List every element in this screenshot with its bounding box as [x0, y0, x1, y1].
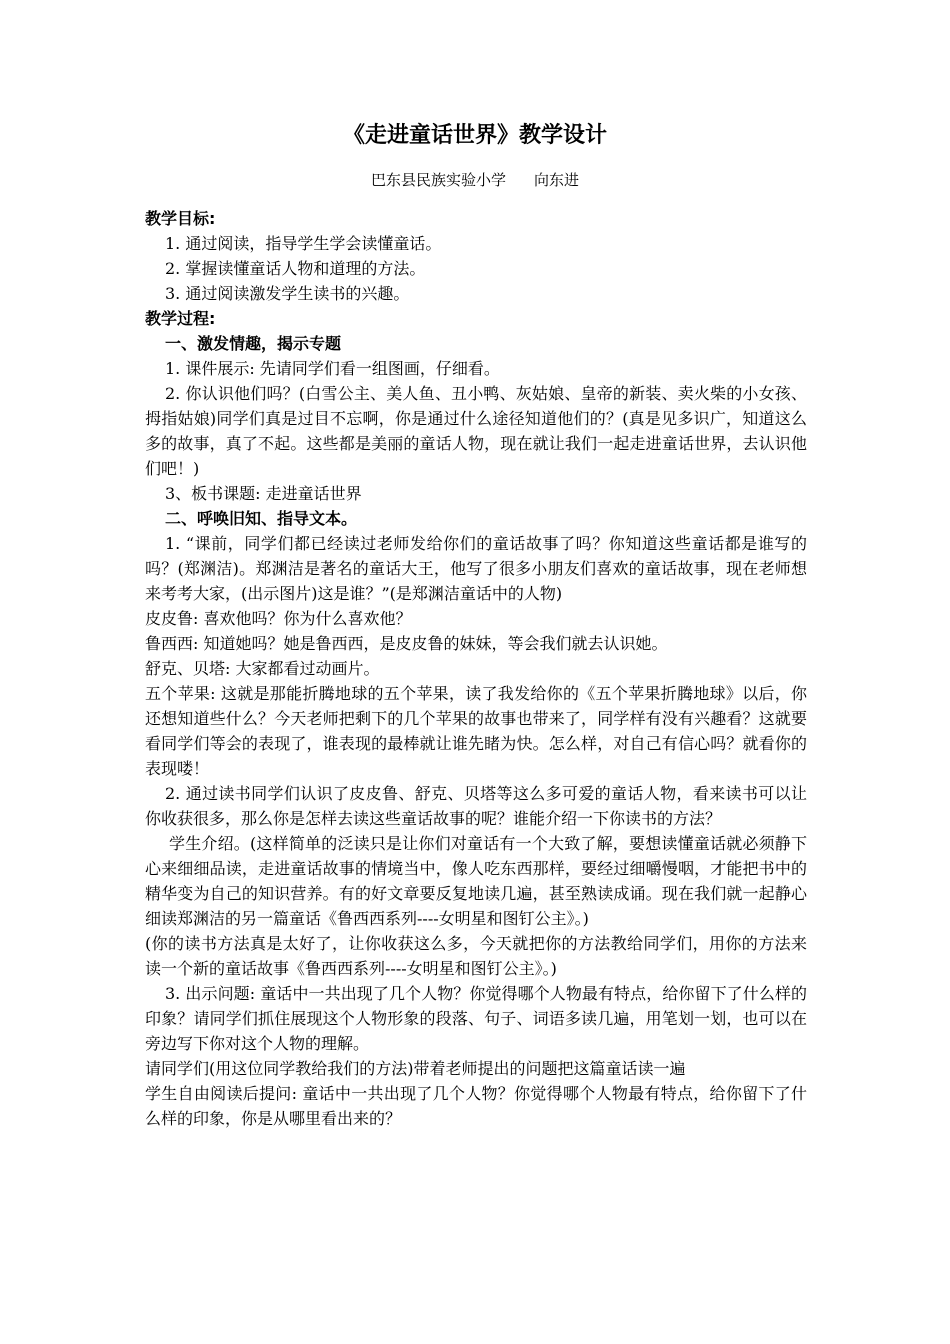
section-heading-process: 教学过程: [145, 309, 216, 328]
paragraph: (你的读书方法真是太好了，让你收获这么多，今天就把你的方法教给同学们，用你的方法来读一个新的童话故事《鲁西西系列----女明星和图钉公主》。) [145, 934, 807, 978]
author-line [0, 168, 950, 192]
section-heading-goals: 教学目标: [145, 209, 216, 228]
paragraph: 皮皮鲁: 喜欢他吗？你为什么喜欢他？ [145, 609, 412, 628]
document-title: 《走进童话世界》教学设计 [342, 123, 607, 148]
paragraph: 学生自由阅读后提问: 童话中一共出现了几个人物？你觉得哪个人物最有特点，给你留下了什么样的印象，你是从哪里看出来的？ [145, 1084, 807, 1128]
goal-item: 2. 掌握读懂童话人物和道理的方法。 [165, 259, 426, 278]
author-name: 向东进 [534, 171, 580, 189]
paragraph: 3. 出示问题: 童话中一共出现了几个人物？你觉得哪个人物最有特点，给你留下了什么样的印象？请同学们抓住展现这个人物形象的段落、句子、词语多读几遍，用笔划一划，也可以在旁边写下你对这个人物的理解。 [145, 984, 807, 1053]
subsection-heading: 二、呼唤旧知、指导文本。 [165, 509, 358, 528]
author-school: 巴东县民族实验小学 [370, 171, 506, 189]
paragraph: 学生介绍。(这样简单的泛读只是让你们对童话有一个大致了解，要想读懂童话就必须静下心来细细品读，走进童话故事的情境当中，像人吃东西那样，要经过细嚼慢咽，才能把书中的精华变为自己的知识营养。有的好文章要反复地读几遍，甚至熟读成诵。现在我们就一起静心细读郑渊洁的另一篇童话《鲁西西系列----女明星和图钉公主》。) [145, 834, 807, 928]
subsection-heading: 一、激发情趣，揭示专题 [165, 334, 342, 353]
paragraph: 鲁西西: 知道她吗？她是鲁西西，是皮皮鲁的妹妹，等会我们就去认识她。 [145, 634, 668, 653]
paragraph: 1. “课前，同学们都已经读过老师发给你们的童话故事了吗？你知道这些童话都是谁写的吗？(郑渊洁)。郑渊洁是著名的童话大王，他写了很多小朋友们喜欢的童话故事，现在老师想来考考大家，(出示图片)这是谁？”(是郑渊洁童话中的人物) [145, 534, 807, 603]
goal-item: 3. 通过阅读激发学生读书的兴趣。 [165, 284, 410, 303]
document-body [145, 206, 807, 1131]
paragraph: 五个苹果: 这就是那能折腾地球的五个苹果，读了我发给你的《五个苹果折腾地球》以后，你还想知道些什么？今天老师把剩下的几个苹果的故事也带来了，同学样有没有兴趣看？这就要看同学们等会的表现了，谁表现的最棒就让谁先睹为快。怎么样，对自己有信心吗？就看你的表现喽！ [145, 684, 807, 778]
paragraph: 舒克、贝塔: 大家都看过动画片。 [145, 659, 380, 678]
goal-item: 1. 通过阅读，指导学生学会读懂童话。 [165, 234, 442, 253]
paragraph: 2. 你认识他们吗？(白雪公主、美人鱼、丑小鸭、灰姑娘、皇帝的新装、卖火柴的小女孩、拇指姑娘)同学们真是过目不忘啊，你是通过什么途径知道他们的？(真是见多识广，知道这么多的故事，真了不起。这些都是美丽的童话人物，现在就让我们一起走进童话世界，去认识他们吧！) [145, 384, 807, 478]
paragraph: 2. 通过读书同学们认识了皮皮鲁、舒克、贝塔等这么多可爱的童话人物，看来读书可以让你收获很多，那么你是怎样去读这些童话故事的呢？谁能介绍一下你读书的方法？ [145, 784, 807, 828]
paragraph: 请同学们(用这位同学教给我们的方法)带着老师提出的问题把这篇童话读一遍 [145, 1059, 686, 1078]
paragraph: 1. 课件展示: 先请同学们看一组图画，仔细看。 [165, 359, 500, 378]
paragraph: 3、板书课题: 走进童话世界 [165, 484, 362, 503]
